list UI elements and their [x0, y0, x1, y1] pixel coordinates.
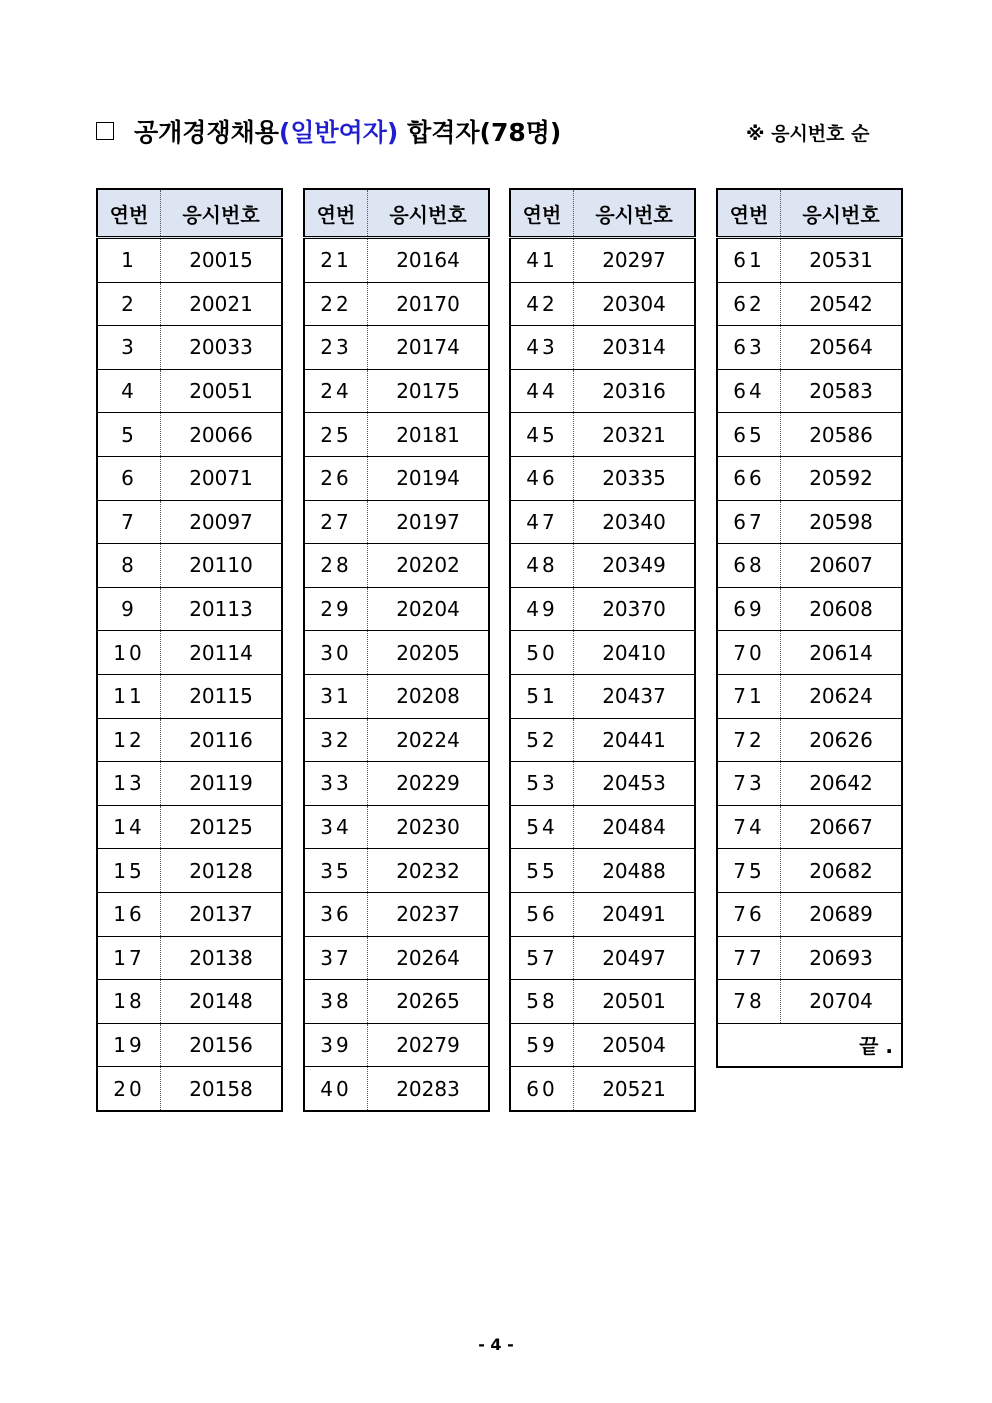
row-applicant-number: 20156: [161, 1023, 283, 1067]
row-no: 33: [304, 762, 368, 806]
row-applicant-number: 20164: [368, 238, 490, 283]
header-applicant-number: 응시번호: [368, 189, 490, 238]
table-row: [304, 369, 489, 413]
table-row: [97, 762, 282, 806]
row-no: 16: [97, 892, 161, 936]
row-no: 47: [510, 500, 574, 544]
table-row: [510, 1067, 695, 1111]
row-no: 77: [717, 936, 781, 980]
row-no: 15: [97, 849, 161, 893]
row-no: 54: [510, 805, 574, 849]
row-no: 48: [510, 544, 574, 588]
row-no: 45: [510, 413, 574, 457]
table-row: [510, 238, 695, 283]
row-applicant-number: 20642: [781, 762, 903, 806]
row-no: 14: [97, 805, 161, 849]
row-no: 18: [97, 980, 161, 1024]
row-no: 25: [304, 413, 368, 457]
table-row: [97, 805, 282, 849]
row-no: 7: [97, 500, 161, 544]
table-header-row: [304, 189, 489, 238]
table-row: [97, 980, 282, 1024]
row-applicant-number: 20370: [574, 587, 696, 631]
row-no: 23: [304, 326, 368, 370]
row-applicant-number: 20115: [161, 674, 283, 718]
table-row: [717, 631, 902, 675]
table-row: [304, 762, 489, 806]
row-no: 66: [717, 456, 781, 500]
row-no: 9: [97, 587, 161, 631]
row-no: 35: [304, 849, 368, 893]
row-no: 74: [717, 805, 781, 849]
table-row: [510, 674, 695, 718]
row-applicant-number: 20148: [161, 980, 283, 1024]
row-no: 43: [510, 326, 574, 370]
row-no: 29: [304, 587, 368, 631]
page-title: 공개경쟁채용(일반여자) 합격자(78명): [134, 118, 562, 147]
table-row: [717, 500, 902, 544]
table-row: [510, 631, 695, 675]
table-row: [717, 238, 902, 283]
table-row: [510, 544, 695, 588]
row-applicant-number: 20202: [368, 544, 490, 588]
row-applicant-number: 20138: [161, 936, 283, 980]
row-no: 59: [510, 1023, 574, 1067]
row-applicant-number: 20197: [368, 500, 490, 544]
table-row: [510, 980, 695, 1024]
row-no: 60: [510, 1067, 574, 1111]
table-row: [304, 456, 489, 500]
row-applicant-number: 20488: [574, 849, 696, 893]
row-applicant-number: 20624: [781, 674, 903, 718]
row-no: 30: [304, 631, 368, 675]
row-applicant-number: 20071: [161, 456, 283, 500]
row-no: 69: [717, 587, 781, 631]
table-row: [97, 282, 282, 326]
row-applicant-number: 20704: [781, 980, 903, 1024]
row-no: 63: [717, 326, 781, 370]
row-no: 75: [717, 849, 781, 893]
table-row: [717, 456, 902, 500]
table-row: [717, 980, 902, 1024]
table-row: [97, 718, 282, 762]
row-applicant-number: 20033: [161, 326, 283, 370]
row-no: 62: [717, 282, 781, 326]
row-applicant-number: 20194: [368, 456, 490, 500]
results-table-4: [716, 188, 903, 1068]
row-applicant-number: 20137: [161, 892, 283, 936]
row-applicant-number: 20204: [368, 587, 490, 631]
row-no: 8: [97, 544, 161, 588]
row-no: 78: [717, 980, 781, 1024]
title-highlight: (일반여자): [278, 118, 399, 147]
table-row: [304, 805, 489, 849]
table-row: [97, 849, 282, 893]
row-applicant-number: 20208: [368, 674, 490, 718]
row-applicant-number: 20224: [368, 718, 490, 762]
row-applicant-number: 20279: [368, 1023, 490, 1067]
row-no: 64: [717, 369, 781, 413]
row-no: 34: [304, 805, 368, 849]
row-no: 37: [304, 936, 368, 980]
row-applicant-number: 20608: [781, 587, 903, 631]
table-row: [717, 413, 902, 457]
row-applicant-number: 20667: [781, 805, 903, 849]
row-applicant-number: 20689: [781, 892, 903, 936]
row-applicant-number: 20586: [781, 413, 903, 457]
results-table-2: [303, 188, 490, 1112]
table-header-row: [717, 189, 902, 238]
row-applicant-number: 20583: [781, 369, 903, 413]
row-no: 12: [97, 718, 161, 762]
table-row: [97, 892, 282, 936]
row-applicant-number: 20232: [368, 849, 490, 893]
row-applicant-number: 20484: [574, 805, 696, 849]
row-applicant-number: 20128: [161, 849, 283, 893]
table-row: [304, 849, 489, 893]
row-applicant-number: 20021: [161, 282, 283, 326]
row-no: 51: [510, 674, 574, 718]
table-row: [717, 892, 902, 936]
row-no: 57: [510, 936, 574, 980]
row-applicant-number: 20119: [161, 762, 283, 806]
header-no: 연번: [510, 189, 574, 238]
row-no: 17: [97, 936, 161, 980]
table-row: [717, 587, 902, 631]
row-no: 46: [510, 456, 574, 500]
table-row: [717, 326, 902, 370]
row-applicant-number: 20097: [161, 500, 283, 544]
table-row: [97, 587, 282, 631]
row-no: 52: [510, 718, 574, 762]
row-no: 39: [304, 1023, 368, 1067]
row-applicant-number: 20304: [574, 282, 696, 326]
table-row: [510, 849, 695, 893]
table-row: [304, 500, 489, 544]
row-no: 42: [510, 282, 574, 326]
header-applicant-number: 응시번호: [161, 189, 283, 238]
row-applicant-number: 20283: [368, 1067, 490, 1111]
row-applicant-number: 20504: [574, 1023, 696, 1067]
row-no: 38: [304, 980, 368, 1024]
table-row: [97, 544, 282, 588]
row-no: 73: [717, 762, 781, 806]
header-applicant-number: 응시번호: [781, 189, 903, 238]
row-applicant-number: 20116: [161, 718, 283, 762]
table-row: [97, 1023, 282, 1067]
table-row: [717, 936, 902, 980]
row-applicant-number: 20626: [781, 718, 903, 762]
row-applicant-number: 20314: [574, 326, 696, 370]
table-row: [97, 936, 282, 980]
row-no: 71: [717, 674, 781, 718]
row-applicant-number: 20614: [781, 631, 903, 675]
row-applicant-number: 20607: [781, 544, 903, 588]
row-applicant-number: 20542: [781, 282, 903, 326]
table-row: [304, 1067, 489, 1111]
row-no: 61: [717, 238, 781, 283]
row-applicant-number: 20501: [574, 980, 696, 1024]
row-applicant-number: 20229: [368, 762, 490, 806]
row-no: 53: [510, 762, 574, 806]
row-applicant-number: 20015: [161, 238, 283, 283]
row-no: 58: [510, 980, 574, 1024]
table-row: [304, 674, 489, 718]
row-applicant-number: 20592: [781, 456, 903, 500]
row-applicant-number: 20174: [368, 326, 490, 370]
row-applicant-number: 20682: [781, 849, 903, 893]
row-applicant-number: 20066: [161, 413, 283, 457]
row-applicant-number: 20113: [161, 587, 283, 631]
row-no: 20: [97, 1067, 161, 1111]
row-applicant-number: 20125: [161, 805, 283, 849]
table-row: [510, 936, 695, 980]
row-applicant-number: 20297: [574, 238, 696, 283]
row-no: 28: [304, 544, 368, 588]
row-no: 3: [97, 326, 161, 370]
row-applicant-number: 20693: [781, 936, 903, 980]
table-row: [717, 762, 902, 806]
row-applicant-number: 20437: [574, 674, 696, 718]
row-no: 22: [304, 282, 368, 326]
row-no: 24: [304, 369, 368, 413]
header-no: 연번: [717, 189, 781, 238]
table-row: [510, 805, 695, 849]
row-no: 21: [304, 238, 368, 283]
row-no: 50: [510, 631, 574, 675]
row-no: 68: [717, 544, 781, 588]
results-table-1: [96, 188, 283, 1112]
row-applicant-number: 20441: [574, 718, 696, 762]
table-row: [510, 456, 695, 500]
table-row: [97, 326, 282, 370]
table-header-row: [97, 189, 282, 238]
table-row: [97, 456, 282, 500]
row-applicant-number: 20158: [161, 1067, 283, 1111]
table-row: [717, 282, 902, 326]
table-row: [304, 544, 489, 588]
row-applicant-number: 20410: [574, 631, 696, 675]
row-no: 6: [97, 456, 161, 500]
table-row: [97, 369, 282, 413]
row-no: 19: [97, 1023, 161, 1067]
table-row: [510, 326, 695, 370]
row-no: 67: [717, 500, 781, 544]
table-row: [510, 369, 695, 413]
row-applicant-number: 20230: [368, 805, 490, 849]
row-no: 27: [304, 500, 368, 544]
row-no: 65: [717, 413, 781, 457]
row-no: 26: [304, 456, 368, 500]
table-row: [304, 892, 489, 936]
row-applicant-number: 20598: [781, 500, 903, 544]
table-row: [510, 718, 695, 762]
row-applicant-number: 20265: [368, 980, 490, 1024]
row-applicant-number: 20491: [574, 892, 696, 936]
row-no: 44: [510, 369, 574, 413]
title-row: [96, 114, 896, 154]
table-row: [97, 1067, 282, 1111]
table-row: [304, 238, 489, 283]
row-applicant-number: 20051: [161, 369, 283, 413]
row-no: 2: [97, 282, 161, 326]
row-applicant-number: 20453: [574, 762, 696, 806]
table-row: [97, 238, 282, 283]
page-number: - 4 -: [478, 1335, 514, 1354]
row-applicant-number: 20181: [368, 413, 490, 457]
row-applicant-number: 20335: [574, 456, 696, 500]
table-row: [510, 413, 695, 457]
row-applicant-number: 20564: [781, 326, 903, 370]
row-applicant-number: 20264: [368, 936, 490, 980]
row-no: 56: [510, 892, 574, 936]
row-applicant-number: 20340: [574, 500, 696, 544]
row-applicant-number: 20170: [368, 282, 490, 326]
row-applicant-number: 20175: [368, 369, 490, 413]
row-no: 41: [510, 238, 574, 283]
table-row: [97, 413, 282, 457]
row-applicant-number: 20316: [574, 369, 696, 413]
row-no: 31: [304, 674, 368, 718]
table-row: [717, 369, 902, 413]
row-no: 72: [717, 718, 781, 762]
table-row: [510, 1023, 695, 1067]
header-no: 연번: [97, 189, 161, 238]
table-row: [717, 544, 902, 588]
row-no: 10: [97, 631, 161, 675]
table-row: [97, 674, 282, 718]
row-no: 76: [717, 892, 781, 936]
table-row: [510, 587, 695, 631]
row-no: 1: [97, 238, 161, 283]
table-row: [304, 980, 489, 1024]
table-row: [510, 500, 695, 544]
end-mark: 끝 .: [717, 1023, 902, 1067]
sort-note: ※ 응시번호 순: [746, 123, 870, 145]
row-no: 40: [304, 1067, 368, 1111]
row-applicant-number: 20531: [781, 238, 903, 283]
row-applicant-number: 20205: [368, 631, 490, 675]
row-no: 4: [97, 369, 161, 413]
table-row: [304, 587, 489, 631]
header-applicant-number: 응시번호: [574, 189, 696, 238]
table-row: [717, 805, 902, 849]
row-no: 49: [510, 587, 574, 631]
table-row: [717, 718, 902, 762]
results-table-3: [509, 188, 696, 1112]
row-no: 5: [97, 413, 161, 457]
checkbox-icon: [96, 122, 114, 140]
table-header-row: [510, 189, 695, 238]
row-applicant-number: 20237: [368, 892, 490, 936]
row-applicant-number: 20321: [574, 413, 696, 457]
table-row: [510, 762, 695, 806]
table-row: [304, 936, 489, 980]
row-no: 70: [717, 631, 781, 675]
row-no: 32: [304, 718, 368, 762]
table-row: [510, 282, 695, 326]
row-applicant-number: 20114: [161, 631, 283, 675]
end-row: [717, 1023, 902, 1067]
row-applicant-number: 20521: [574, 1067, 696, 1111]
table-row: [717, 849, 902, 893]
table-row: [304, 413, 489, 457]
table-row: [304, 718, 489, 762]
row-applicant-number: 20110: [161, 544, 283, 588]
table-row: [304, 326, 489, 370]
table-row: [717, 674, 902, 718]
header-no: 연번: [304, 189, 368, 238]
row-no: 13: [97, 762, 161, 806]
row-no: 55: [510, 849, 574, 893]
table-row: [304, 282, 489, 326]
row-applicant-number: 20497: [574, 936, 696, 980]
table-row: [304, 1023, 489, 1067]
table-row: [97, 500, 282, 544]
table-row: [510, 892, 695, 936]
table-row: [304, 631, 489, 675]
row-no: 36: [304, 892, 368, 936]
table-row: [97, 631, 282, 675]
row-applicant-number: 20349: [574, 544, 696, 588]
row-no: 11: [97, 674, 161, 718]
